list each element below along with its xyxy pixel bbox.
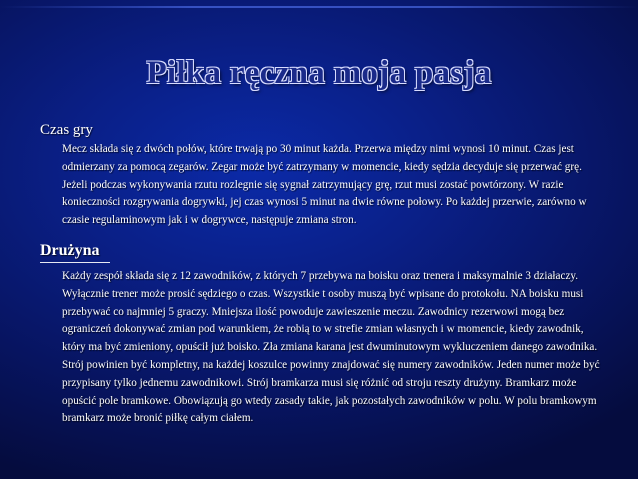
decorative-top-line	[0, 6, 638, 8]
section-heading-druzyna: Drużyna	[40, 242, 100, 259]
slide-title: Piłka ręczna moja pasja	[146, 55, 492, 91]
heading-underline	[40, 262, 110, 263]
section-text-druzyna: Każdy zespół składa się z 12 zawodników, z których 7 przebywa na boisku oraz trenera i maksymalnie 3 działaczy. Wyłącznie trener może prosić sędziego o czas. Wszystkie t osoby muszą być wpisane do protokołu. NA boisku musi przebywać co najmniej 5 graczy. Mniejsza ilość powoduje zawieszenie meczu. Zawodnicy rezerwowi mogą bez ograniczeń dokonywać zmian pod warunkiem, że robią to w strefie zmian własnych i w momencie, kiedy zawodnik, który ma być zmieniony, opuścił już boisko. Zła zmiana karana jest dwuminutowym wykluczeniem danego zawodnika. Strój powinien być kompletny, na każdej koszulce powinny znajdować się numery zawodników. Jeden numer może być przypisany tylko jednemu zawodnikowi. Strój bramkarza musi się różnić od stroju reszty drużyny. Bramkarz może opuścić pole bramkowe. Obowiązują go wtedy zasady takie, jak pozostałych zawodników w polu. W polu bramkowym bramkarz może bronić piłkę całym ciałem.	[62, 270, 600, 425]
section-heading-czas-gry: Czas gry	[40, 122, 93, 138]
section-text-czas-gry: Mecz składa się z dwóch połów, które trwają po 30 minut każda. Przerwa między nimi wynosi 10 minut. Czas jest odmierzany za pomocą zegarów. Zegar może być zatrzymany w momencie, kiedy sędzia decyduje się przerwać grę. Jeżeli podczas wykonywania rzutu rozlegnie się sygnał zatrzymujący grę, rzut musi zostać powtórzony. W razie konieczności rozgrywania dogrywki, jej czas wynosi 5 minut na dwie równe połowy. Po każdej przerwie, zarówno w czasie regulaminowym jak i w dogrywce, następuje zmiana stron.	[62, 143, 587, 227]
